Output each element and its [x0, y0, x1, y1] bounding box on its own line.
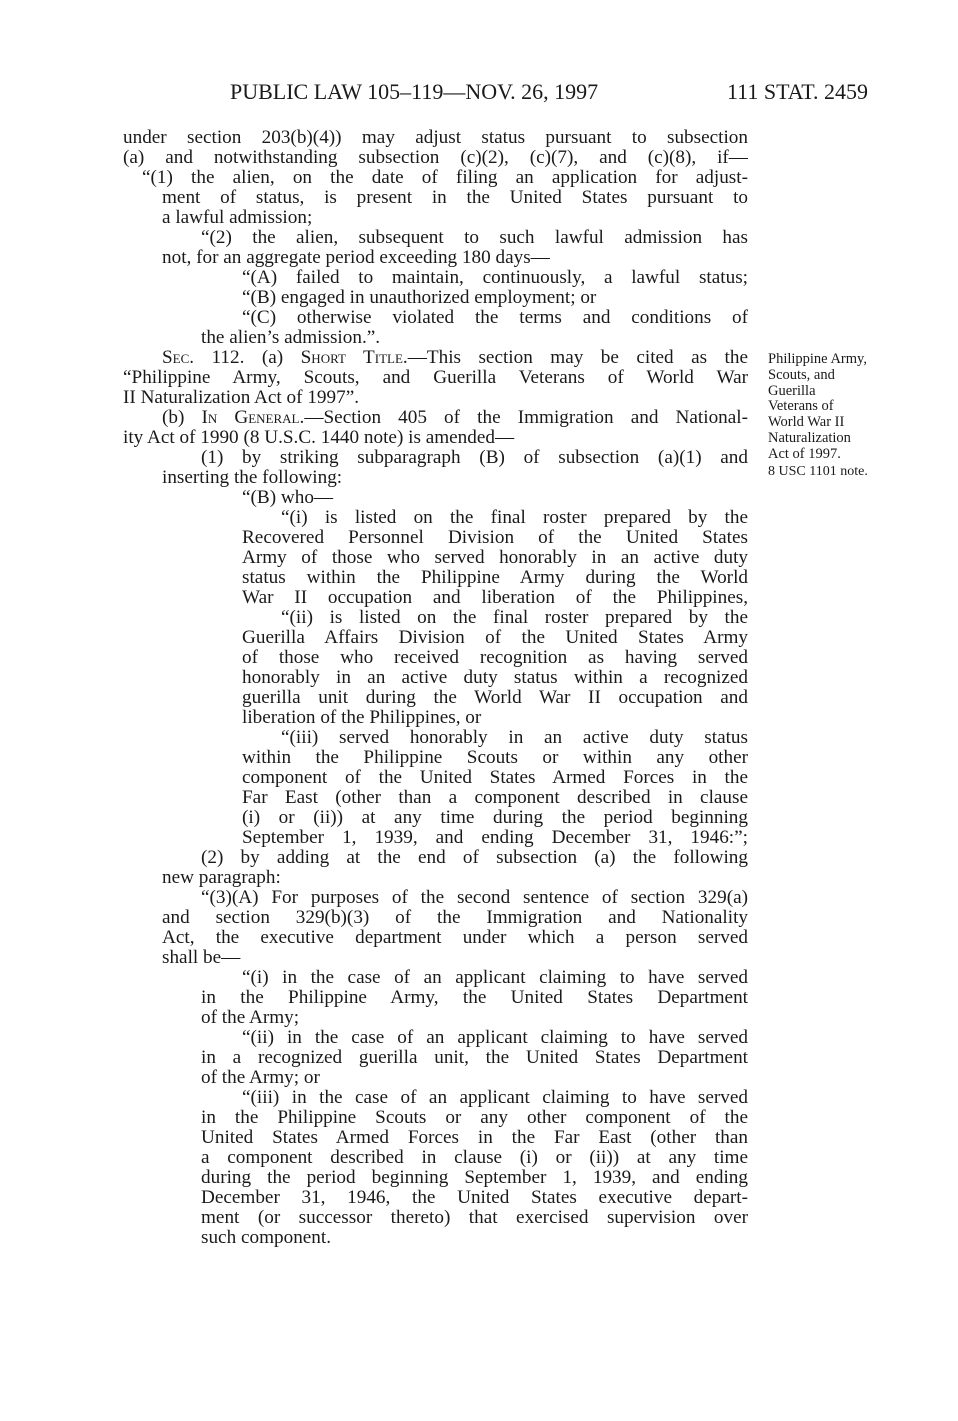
- text-line: Recovered Personnel Division of the United States: [242, 527, 748, 548]
- text-line: during the period beginning September 1, 1939, and ending: [201, 1167, 748, 1188]
- text-line: (i) or (ii)) at any time during the period beginning: [242, 807, 748, 828]
- text-line: September 1, 1939, and ending December 31, 1946:”;: [242, 827, 748, 848]
- text-line: United States Armed Forces in the Far East (other than: [201, 1127, 748, 1148]
- text-line: “(ii) in the case of an applicant claiming to have served: [242, 1027, 748, 1048]
- text-line: under section 203(b)(4)) may adjust status pursuant to subsection: [123, 127, 748, 148]
- text-line: War II occupation and liberation of the Philippines,: [242, 587, 748, 608]
- text-line: a lawful admission;: [162, 207, 313, 228]
- in-general-label: In General: [201, 407, 300, 428]
- text-line: ity Act of 1990 (8 U.S.C. 1440 note) is amended—: [123, 427, 515, 448]
- law-title: PUBLIC LAW 105–119—NOV. 26, 1997: [230, 79, 599, 104]
- margin-note-line: Guerilla: [768, 382, 816, 399]
- usc-citation: 8 USC 1101 note.: [768, 463, 868, 479]
- text-line: component of the United States Armed Forces in the: [242, 767, 748, 788]
- text-line: status within the Philippine Army during the World: [242, 567, 748, 588]
- text-line: within the Philippine Scouts or within any other: [242, 747, 748, 768]
- text-line: in the Philippine Army, the United States Department: [201, 987, 748, 1008]
- text-line: not, for an aggregate period exceeding 180 days—: [162, 247, 550, 268]
- text-line: (a) and notwithstanding subsection (c)(2), (c)(7), and (c)(8), if—: [123, 147, 748, 168]
- text-line: honorably in an active duty status within a recognized: [242, 667, 748, 688]
- margin-note-line: World War II: [768, 414, 845, 431]
- text-line: in a recognized guerilla unit, the United States Department: [201, 1047, 748, 1068]
- text-line: “(A) failed to maintain, continuously, a lawful status;: [242, 267, 748, 288]
- short-title-label: Short Title: [300, 347, 403, 368]
- text-line: “(iii) served honorably in an active duty status: [281, 727, 748, 748]
- text-line: guerilla unit during the World War II occupation and: [242, 687, 748, 708]
- text-line: “(1) the alien, on the date of filing an application for adjust-: [142, 167, 748, 188]
- text-line: of the Army;: [201, 1007, 300, 1028]
- margin-note-line: Philippine Army,: [768, 351, 867, 367]
- margin-note-line: Naturalization: [768, 429, 851, 446]
- text-line: Act, the executive department under which a person served: [162, 927, 748, 948]
- text-line: (1) by striking subparagraph (B) of subsection (a)(1) and: [201, 447, 748, 468]
- text-line: “(i) in the case of an applicant claiming to have served: [242, 967, 748, 988]
- text-line: II Naturalization Act of 1997”.: [123, 387, 360, 408]
- sec-label: Sec.: [162, 347, 195, 368]
- text-line: “(B) who—: [242, 487, 334, 508]
- text-line: Army of those who served honorably in an active duty: [242, 547, 748, 568]
- text-line: December 31, 1946, the United States executive depart-: [201, 1187, 748, 1208]
- text-line: a component described in clause (i) or (ii)) at any time: [201, 1147, 748, 1168]
- margin-note-line: Veterans of: [768, 398, 834, 415]
- text-line: (2) by adding at the end of subsection (a) the following: [201, 847, 748, 868]
- text-line: Guerilla Affairs Division of the United States Army: [242, 627, 748, 648]
- text-line: of those who received recognition as having served: [242, 647, 748, 668]
- text-line: new paragraph:: [162, 867, 281, 888]
- margin-note-line: Act of 1997.: [768, 445, 841, 462]
- text-line: “(ii) is listed on the final roster prepared by the: [281, 607, 748, 628]
- text-line: “(B) engaged in unauthorized employment; or: [242, 287, 597, 308]
- text-line: of the Army; or: [201, 1067, 320, 1088]
- margin-note-line: Scouts, and: [768, 366, 835, 383]
- text-line: and section 329(b)(3) of the Immigration and Nationality: [162, 907, 748, 928]
- text-line: shall be—: [162, 947, 241, 968]
- text-line: Far East (other than a component described in clause: [242, 787, 748, 808]
- text-line: liberation of the Philippines, or: [242, 707, 482, 728]
- statute-reference: 111 STAT. 2459: [727, 79, 869, 104]
- text-line: “Philippine Army, Scouts, and Guerilla Veterans of World War: [123, 367, 748, 388]
- text-line: “(iii) in the case of an applicant claiming to have served: [242, 1087, 748, 1108]
- text-line: the alien’s admission.”.: [201, 327, 381, 348]
- text-line: ment of status, is present in the United States pursuant to: [162, 187, 748, 208]
- section-112-heading: Sec. 112. (a) Short Title.—This section may be cited as the: [162, 347, 748, 368]
- text-line: “(i) is listed on the final roster prepared by the: [281, 507, 748, 528]
- text-line: such component.: [201, 1227, 332, 1248]
- text-line: ment (or successor thereto) that exercised supervision over: [201, 1207, 748, 1228]
- page-header: [0, 78, 958, 106]
- text-line: “(2) the alien, subsequent to such lawful admission has: [201, 227, 748, 248]
- margin-note: [768, 352, 908, 479]
- text-line: “(3)(A) For purposes of the second sentence of section 329(a): [201, 887, 748, 908]
- in-general-heading: (b) In General.—Section 405 of the Immigration and National-: [162, 407, 749, 428]
- text-line: in the Philippine Scouts or any other component of the: [201, 1107, 748, 1128]
- text-line: “(C) otherwise violated the terms and conditions of: [242, 307, 748, 328]
- text-line: inserting the following:: [162, 467, 343, 488]
